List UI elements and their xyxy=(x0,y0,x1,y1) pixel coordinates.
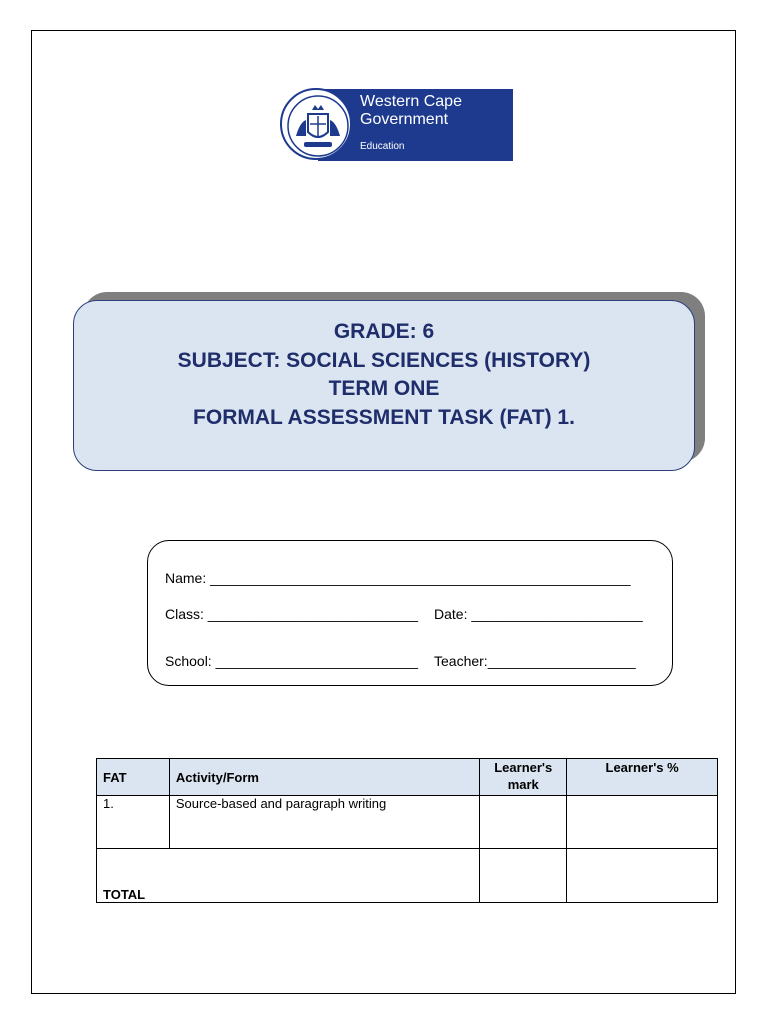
header-learner-mark: Learner's mark xyxy=(480,759,567,796)
total-row xyxy=(97,849,718,903)
subject-heading: SUBJECT: SOCIAL SCIENCES (HISTORY) xyxy=(177,349,591,372)
total-label: TOTAL xyxy=(97,849,480,903)
table-header-row xyxy=(97,759,718,796)
coat-of-arms-icon xyxy=(280,88,352,160)
logo-department: Education xyxy=(360,141,405,152)
teacher-field[interactable]: Teacher:___________________ xyxy=(434,653,636,669)
title-box xyxy=(73,300,695,471)
row-percent-cell[interactable] xyxy=(567,796,718,849)
row-activity: Source-based and paragraph writing xyxy=(169,796,479,849)
term-heading: TERM ONE xyxy=(328,377,440,400)
learner-info-box xyxy=(147,540,673,686)
logo-line-1: Western Cape xyxy=(360,93,462,110)
row-fat-number: 1. xyxy=(97,796,170,849)
wcg-logo xyxy=(280,88,513,161)
total-percent-cell[interactable] xyxy=(567,849,718,903)
table-row xyxy=(97,796,718,849)
total-mark-cell[interactable] xyxy=(480,849,567,903)
school-field[interactable]: School: __________________________ xyxy=(165,653,419,669)
grade-heading: GRADE: 6 xyxy=(333,320,435,343)
date-field[interactable]: Date: ______________________ xyxy=(434,606,643,622)
header-learner-percent: Learner's % xyxy=(567,759,718,796)
name-field[interactable]: Name: ______________________________________________________ xyxy=(165,570,631,586)
row-mark-cell[interactable] xyxy=(480,796,567,849)
class-field[interactable]: Class: ___________________________ xyxy=(165,606,419,622)
task-heading: FORMAL ASSESSMENT TASK (FAT) 1. xyxy=(193,406,575,429)
header-activity: Activity/Form xyxy=(169,759,479,796)
logo-line-2: Government xyxy=(360,111,449,128)
fat-table xyxy=(96,758,718,903)
header-fat: FAT xyxy=(97,759,170,796)
